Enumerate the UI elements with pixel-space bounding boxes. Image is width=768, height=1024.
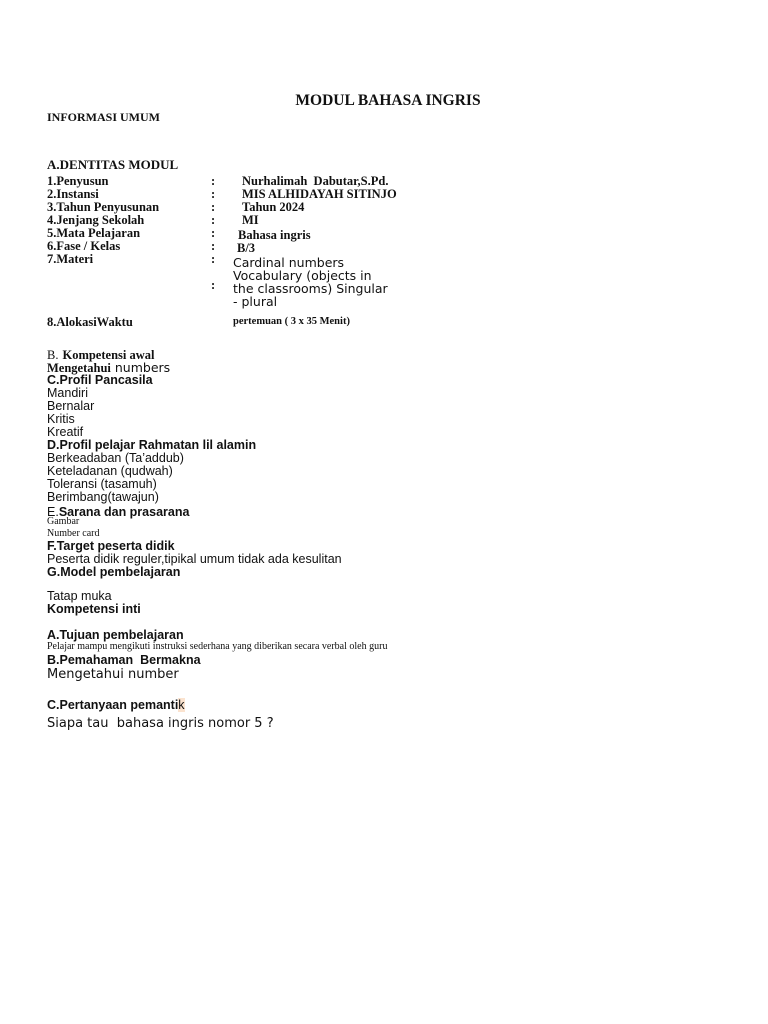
- target-heading: F.Target peserta didik: [47, 539, 175, 553]
- pemahaman-text: Mengetahui number: [47, 667, 179, 682]
- document-title: MODUL BAHASA INGRIS: [295, 92, 481, 109]
- pertanyaan-text: Siapa tau bahasa ingris nomor 5 ?: [47, 716, 274, 731]
- prefix: B.: [47, 348, 59, 362]
- identity-heading: A.DENTITAS MODUL: [47, 157, 179, 172]
- materi-line: Vocabulary (objects in: [233, 268, 372, 283]
- row-value: MI: [242, 213, 259, 227]
- list-item: Bernalar: [47, 399, 95, 413]
- list-item: Toleransi (tasamuh): [47, 477, 157, 491]
- row-value: Bahasa ingris: [238, 228, 311, 242]
- tujuan-text: Pelajar mampu mengikuti instruksi sederhana yang diberikan secara verbal oleh guru: [47, 641, 388, 652]
- colon: :: [211, 174, 216, 188]
- kompetensi-inti-heading: Kompetensi inti: [47, 602, 141, 616]
- profil-pancasila-heading: C.Profil Pancasila: [47, 373, 153, 387]
- tujuan-heading: A.Tujuan pembelajaran: [47, 628, 184, 642]
- materi-line: Cardinal numbers: [233, 255, 345, 270]
- row-label: 8.AlokasiWaktu: [47, 315, 133, 329]
- heading-last-char: k: [178, 698, 185, 712]
- colon: :: [211, 226, 216, 240]
- row-label: 4.Jenjang Sekolah: [47, 213, 145, 227]
- row-value: MIS ALHIDAYAH SITINJO: [242, 187, 397, 201]
- list-item: Kritis: [47, 412, 75, 426]
- row-value: pertemuan ( 3 x 35 Menit): [233, 316, 350, 327]
- row-label: 2.Instansi: [47, 187, 99, 201]
- list-item: Gambar: [47, 516, 80, 527]
- text-bold: Mengetahui: [47, 361, 111, 375]
- pertanyaan-heading: [47, 697, 185, 713]
- materi-line: - plural: [233, 294, 278, 309]
- info-heading: INFORMASI UMUM: [47, 110, 160, 124]
- heading: Kompetensi awal: [62, 348, 155, 362]
- list-item: Kreatif: [47, 425, 84, 439]
- colon: :: [211, 200, 216, 214]
- row-label: 6.Fase / Kelas: [47, 239, 121, 253]
- row-label: 7.Materi: [47, 252, 94, 266]
- list-item: Berkeadaban (Ta’addub): [47, 451, 184, 465]
- target-text: Peserta didik reguler,tipikal umum tidak ada kesulitan: [47, 552, 342, 566]
- model-text: Tatap muka: [47, 589, 112, 603]
- colon: :: [211, 278, 216, 292]
- row-value: Tahun 2024: [242, 200, 305, 214]
- materi-line: the classrooms) Singular: [233, 281, 388, 296]
- row-value: B/3: [237, 241, 256, 255]
- pemahaman-heading: B.Pemahaman Bermakna: [47, 653, 201, 667]
- colon: :: [211, 239, 216, 253]
- heading: C.Pertanyaan pemanti: [47, 698, 179, 712]
- row-label: 1.Penyusun: [47, 174, 109, 188]
- model-heading: G.Model pembelajaran: [47, 565, 181, 579]
- list-item: Number card: [47, 528, 100, 539]
- heading: Sarana dan prasarana: [58, 505, 190, 519]
- row-label: 5.Mata Pelajaran: [47, 226, 141, 240]
- colon: :: [211, 187, 216, 201]
- row-value: Nurhalimah Dabutar,S.Pd.: [242, 174, 389, 188]
- row-label: 3.Tahun Penyusunan: [47, 200, 160, 214]
- prefix: E.: [47, 505, 59, 519]
- list-item: Mandiri: [47, 386, 88, 400]
- profil-rahmatan-heading: D.Profil pelajar Rahmatan lil alamin: [47, 438, 257, 452]
- list-item: Keteladanan (qudwah): [47, 464, 173, 478]
- text: numbers: [110, 360, 171, 375]
- colon: :: [211, 252, 216, 266]
- list-item: Berimbang(tawajun): [47, 490, 159, 504]
- colon: :: [211, 213, 216, 227]
